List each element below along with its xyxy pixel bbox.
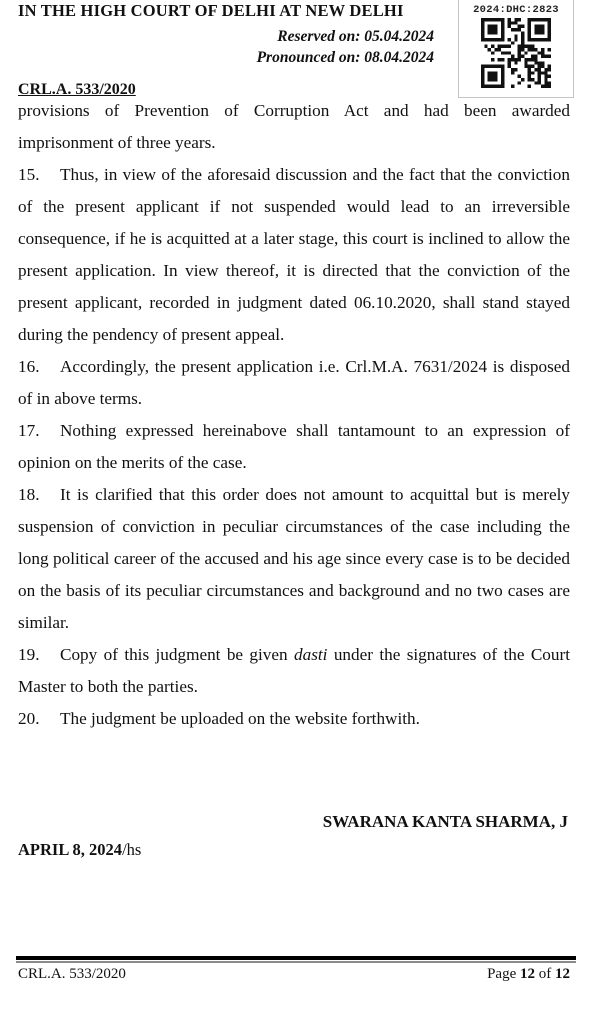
reserved-date: Reserved on: 05.04.2024: [277, 28, 434, 45]
paragraph-number: 18.: [18, 485, 40, 504]
qr-code: [481, 18, 551, 88]
paragraph-number: 16.: [18, 357, 40, 376]
paragraph: [18, 479, 570, 639]
hearing-dates: [257, 26, 434, 68]
paragraph-text: provisions of Prevention of Corruption Act and had been awarded imprisonment of three years.: [18, 101, 570, 152]
paragraph-text: Thus, in view of the aforesaid discussion and the fact that the conviction of the present applicant if not suspended would lead to an irreversible consequence, if he is acquitted at a later stage, this court is inclined to allow the present application. In view thereof, it is directed that the conviction of the present applicant, recorded in judgment dated 06.10.2020, shall stand stayed during the pendency of present appeal.: [18, 165, 570, 344]
pronounced-date: Pronounced on: 08.04.2024: [256, 49, 434, 66]
paragraph: [18, 415, 570, 479]
citation-block: [458, 0, 574, 98]
paragraph-number: 19.: [18, 645, 40, 664]
paragraph-number: 20.: [18, 709, 40, 728]
page-label: Page: [487, 966, 520, 982]
paragraph-text: The judgment be uploaded on the website forthwith.: [60, 709, 420, 728]
paragraph-text: Copy of this judgment be given: [60, 645, 294, 664]
paragraph-number: 17.: [18, 421, 40, 440]
court-title: IN THE HIGH COURT OF DELHI AT NEW DELHI: [18, 1, 404, 20]
judgment-date: APRIL 8, 2024: [18, 840, 123, 859]
paragraph-text: Accordingly, the present application i.e. Crl.M.A. 7631/2024 is disposed of in above terms.: [18, 357, 570, 408]
page-of-label: of: [535, 966, 555, 982]
paragraph-text: It is clarified that this order does not amount to acquittal but is merely suspension of conviction in peculiar circumstances of the case including the long political career of the accused and his age since every case is to be decided on the basis of its peculiar circumstances and background and no two cases are similar.: [18, 485, 570, 632]
paragraph-number: 15.: [18, 165, 40, 184]
page-indicator: [487, 966, 570, 983]
paragraph: [18, 159, 570, 351]
stenographer-initials: /hs: [122, 840, 142, 859]
date-line: [18, 840, 141, 860]
judgment-body: [18, 95, 570, 735]
paragraph: [18, 351, 570, 415]
page-footer: [18, 966, 570, 983]
footer-rule: [16, 956, 576, 960]
page-total: 12: [555, 966, 570, 982]
judge-signature: SWARANA KANTA SHARMA, J: [322, 812, 568, 831]
paragraph-text: Nothing expressed hereinabove shall tantamount to an expression of opinion on the merits of the case.: [18, 421, 570, 472]
neutral-citation: 2024:DHC:2823: [473, 4, 559, 16]
footer-case-number: CRL.A. 533/2020: [18, 966, 126, 982]
case-number-heading: CRL.A. 533/2020: [18, 81, 136, 98]
paragraph-text: under the signatures of the Court Master to both the parties.: [18, 645, 570, 696]
page-current: 12: [520, 966, 535, 982]
paragraph: [18, 95, 570, 159]
paragraph: [18, 703, 570, 735]
paragraph: [18, 639, 570, 703]
italic-term: dasti: [294, 645, 328, 664]
